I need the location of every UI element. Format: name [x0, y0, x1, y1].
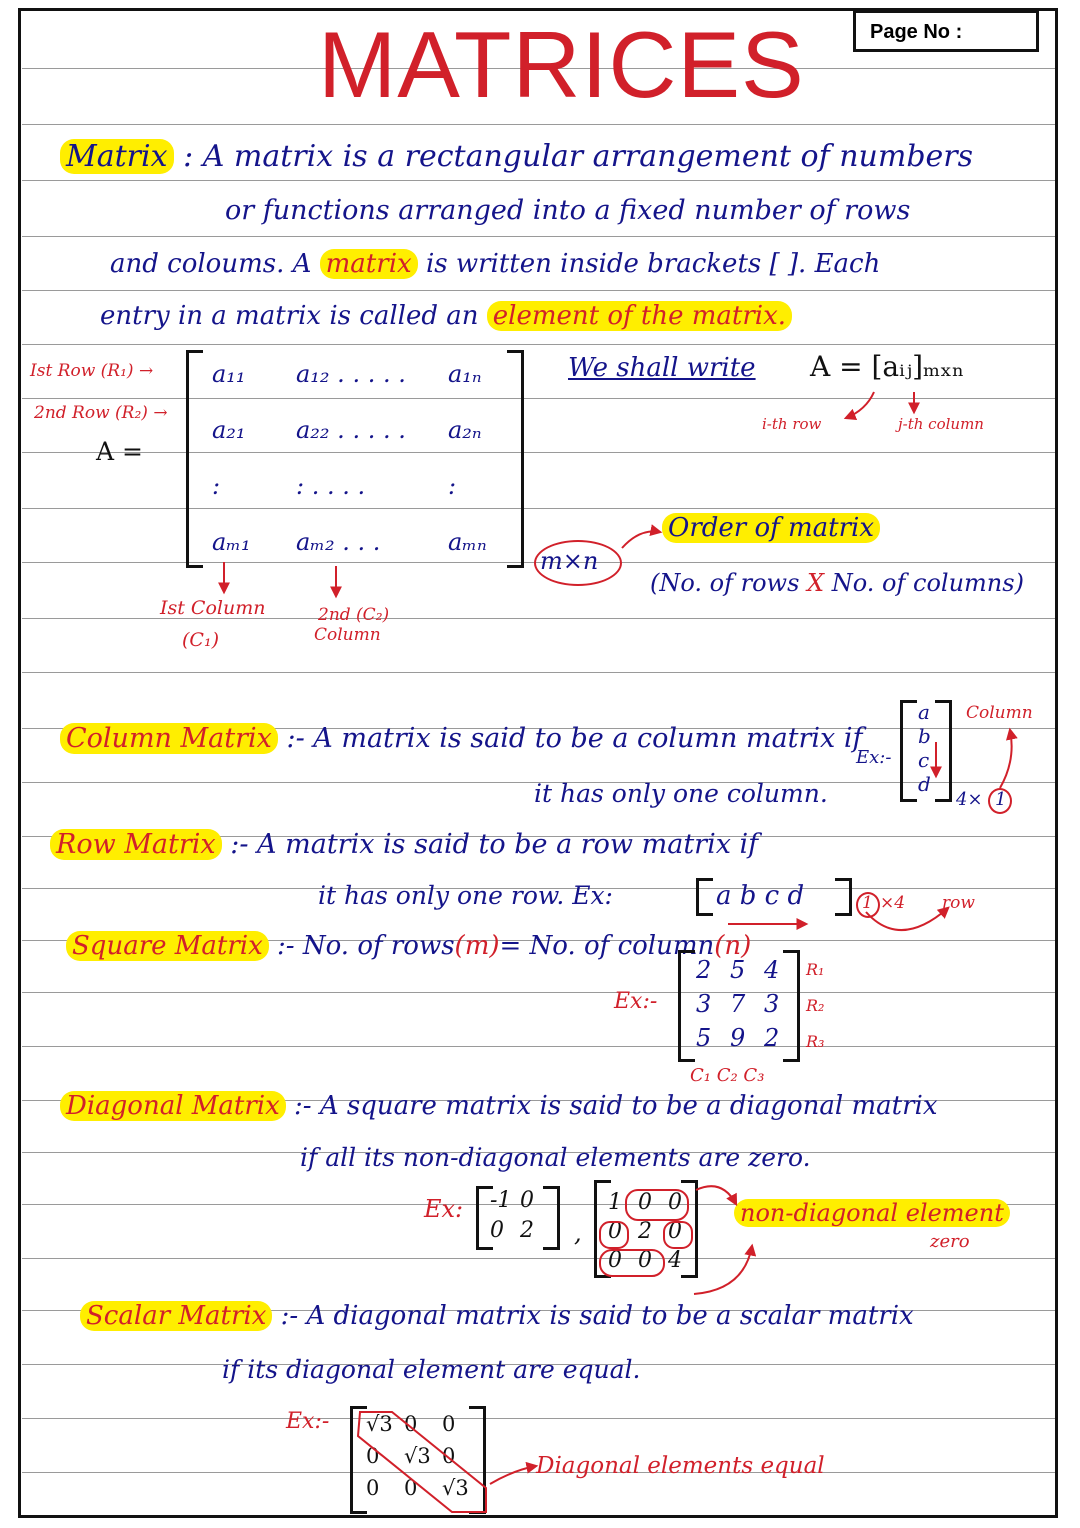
- order-desc-cols: No. of columns): [831, 569, 1024, 597]
- square-row-label: R₂: [806, 996, 825, 1015]
- row-matrix-term: Row Matrix: [50, 829, 222, 860]
- order-symbol: m×n: [540, 547, 599, 575]
- general-matrix-cell: a₁₂ . . . . .: [296, 360, 406, 388]
- comma: ,: [574, 1219, 582, 1247]
- order-label-text: Order of matrix: [662, 513, 880, 543]
- diagonal-ex2-cell: 0: [608, 1219, 622, 1244]
- scalar-matrix-cell: √3: [442, 1476, 469, 1500]
- matrix-def-line3a: and coloums. A: [110, 249, 312, 279]
- col2-sub: Column: [314, 625, 381, 645]
- row-side-label: row: [942, 893, 975, 913]
- general-matrix-cell: aₘ₁: [212, 528, 251, 556]
- diagonal-ex: Ex:: [424, 1195, 464, 1223]
- square-matrix-cell: 5: [730, 956, 746, 984]
- diagonal-ex1-cell: -1: [490, 1188, 512, 1213]
- column-side-label: Column: [966, 703, 1033, 723]
- square-row-label: R₃: [806, 1032, 825, 1051]
- general-matrix-cell: a₂₂ . . . . .: [296, 416, 406, 444]
- matrix-def-line4a: entry in a matrix is called an: [100, 301, 479, 331]
- column-matrix-line1: :- A matrix is said to be a column matrix if: [286, 723, 863, 754]
- order-desc-rows: (No. of rows: [650, 569, 800, 597]
- col1-sub: (C₁): [182, 629, 219, 651]
- general-matrix-cell: aₘ₂ . . .: [296, 528, 381, 556]
- diagonal-note-text: non-diagonal element: [734, 1199, 1010, 1227]
- page-number-box: Page No :: [853, 10, 1039, 52]
- square-matrix-cell: 2: [764, 1024, 780, 1052]
- write-text: We shall write: [568, 353, 756, 383]
- column-matrix-ex: Ex:-: [856, 747, 892, 768]
- scalar-matrix-cell: 0: [366, 1476, 380, 1500]
- scalar-matrix-cell: √3: [404, 1444, 431, 1468]
- scalar-ex: Ex:-: [286, 1409, 330, 1434]
- square-matrix-cell: 3: [696, 990, 712, 1018]
- column-matrix-cell: d: [918, 772, 931, 796]
- diagonal-ex2-cell: 0: [638, 1190, 652, 1215]
- general-matrix-cell: aₘₙ: [448, 528, 487, 556]
- scalar-matrix-cell: 0: [404, 1476, 418, 1500]
- diagonal-ex2-cell: 1: [608, 1190, 622, 1215]
- row-order-circ: 1: [862, 893, 873, 913]
- general-matrix-cell: a₁₁: [212, 360, 246, 388]
- square-line1a: :- No. of rows: [277, 931, 455, 961]
- scalar-matrix-cell: √3: [366, 1412, 393, 1436]
- diagonal-line2: if all its non-diagonal elements are zero.: [300, 1143, 811, 1172]
- square-col-labels: C₁ C₂ C₃: [690, 1065, 765, 1086]
- square-ex: Ex:-: [614, 989, 658, 1014]
- square-matrix-cell: 2: [696, 956, 712, 984]
- diagonal-ex2-cell: 0: [668, 1190, 682, 1215]
- row-matrix-line1: :- A matrix is said to be a row matrix if: [230, 829, 759, 860]
- notation: A = [aᵢⱼ]ₘₓₙ: [810, 350, 965, 383]
- diagonal-ex1-cell: 2: [520, 1218, 534, 1243]
- square-row-label: R₁: [806, 960, 825, 979]
- square-line1n: (n): [714, 931, 752, 961]
- scalar-matrix-term: Scalar Matrix: [80, 1301, 272, 1331]
- column-matrix-cell: c: [918, 748, 930, 772]
- order-desc-x: X: [807, 569, 825, 597]
- scalar-line1: :- A diagonal matrix is said to be a scalar matrix: [280, 1301, 914, 1331]
- row-matrix-values: a b c d: [716, 881, 805, 911]
- scalar-matrix-cell: 0: [442, 1444, 456, 1468]
- page-title: MATRICES: [318, 12, 805, 117]
- general-matrix-cell: :: [448, 472, 457, 500]
- diagonal-ex2-cell: 0: [668, 1219, 682, 1244]
- col2-label: 2nd (C₂): [318, 605, 390, 625]
- matrix-def-line3-highlight: matrix: [320, 249, 418, 279]
- general-matrix-cell: a₂₁: [212, 416, 246, 444]
- general-matrix-cell: :: [212, 472, 221, 500]
- diagonal-matrix-term: Diagonal Matrix: [60, 1091, 286, 1121]
- diagonal-note2: zero: [930, 1231, 970, 1252]
- square-matrix-cell: 5: [696, 1024, 712, 1052]
- scalar-matrix-cell: 0: [366, 1444, 380, 1468]
- column-matrix-term: Column Matrix: [60, 723, 278, 754]
- general-matrix-cell: : . . . .: [296, 472, 366, 500]
- square-matrix-cell: 7: [730, 990, 746, 1018]
- row-matrix-line2: it has only one row. Ex:: [318, 881, 613, 910]
- diagonal-ex2-cell: 0: [638, 1248, 652, 1273]
- diagonal-ex1-cell: 0: [490, 1218, 504, 1243]
- jth-label: j-th column: [898, 415, 984, 433]
- general-matrix-cell: a₂ₙ: [448, 416, 482, 444]
- diagonal-ex2-cell: 4: [668, 1248, 682, 1273]
- column-matrix-line2: it has only one column.: [534, 779, 828, 808]
- diagonal-line1: :- A square matrix is said to be a diagonal matrix: [294, 1091, 938, 1121]
- column-matrix-cell: b: [918, 724, 931, 748]
- diagonal-ex2-cell: 2: [638, 1219, 652, 1244]
- matrix-term: Matrix: [60, 139, 174, 174]
- row1-label: Ist Row (R₁) →: [30, 361, 154, 381]
- matrix-def-line4-highlight: element of the matrix.: [487, 301, 792, 331]
- col1-label: Ist Column: [160, 597, 266, 619]
- scalar-matrix-cell: 0: [442, 1412, 456, 1436]
- general-matrix-cell: a₁ₙ: [448, 360, 482, 388]
- square-line1b: = No. of column: [499, 931, 715, 961]
- matrix-name: A =: [96, 437, 143, 466]
- matrix-def-text1: : A matrix is a rectangular arrangement of numbers: [183, 139, 974, 174]
- diagonal-ex1-cell: 0: [520, 1188, 534, 1213]
- row-order: ×4: [880, 893, 906, 913]
- square-matrix-cell: 4: [764, 956, 780, 984]
- column-order: 4×: [956, 789, 983, 810]
- scalar-line2: if its diagonal element are equal.: [222, 1355, 641, 1384]
- square-matrix-term: Square Matrix: [66, 931, 269, 961]
- scalar-note: Diagonal elements equal: [536, 1453, 825, 1479]
- diagonal-ex2-cell: 0: [608, 1248, 622, 1273]
- matrix-def-line2: or functions arranged into a fixed number of rows: [225, 195, 911, 226]
- ith-label: i-th row: [762, 415, 822, 433]
- column-order-circ: 1: [995, 789, 1007, 810]
- matrix-def-line3b: is written inside brackets [ ]. Each: [425, 249, 881, 279]
- column-matrix-cell: a: [918, 700, 930, 724]
- square-matrix-cell: 3: [764, 990, 780, 1018]
- row2-label: 2nd Row (R₂) →: [34, 403, 168, 423]
- scalar-matrix-cell: 0: [404, 1412, 418, 1436]
- square-matrix-cell: 9: [730, 1024, 746, 1052]
- square-line1m: (m): [454, 931, 500, 961]
